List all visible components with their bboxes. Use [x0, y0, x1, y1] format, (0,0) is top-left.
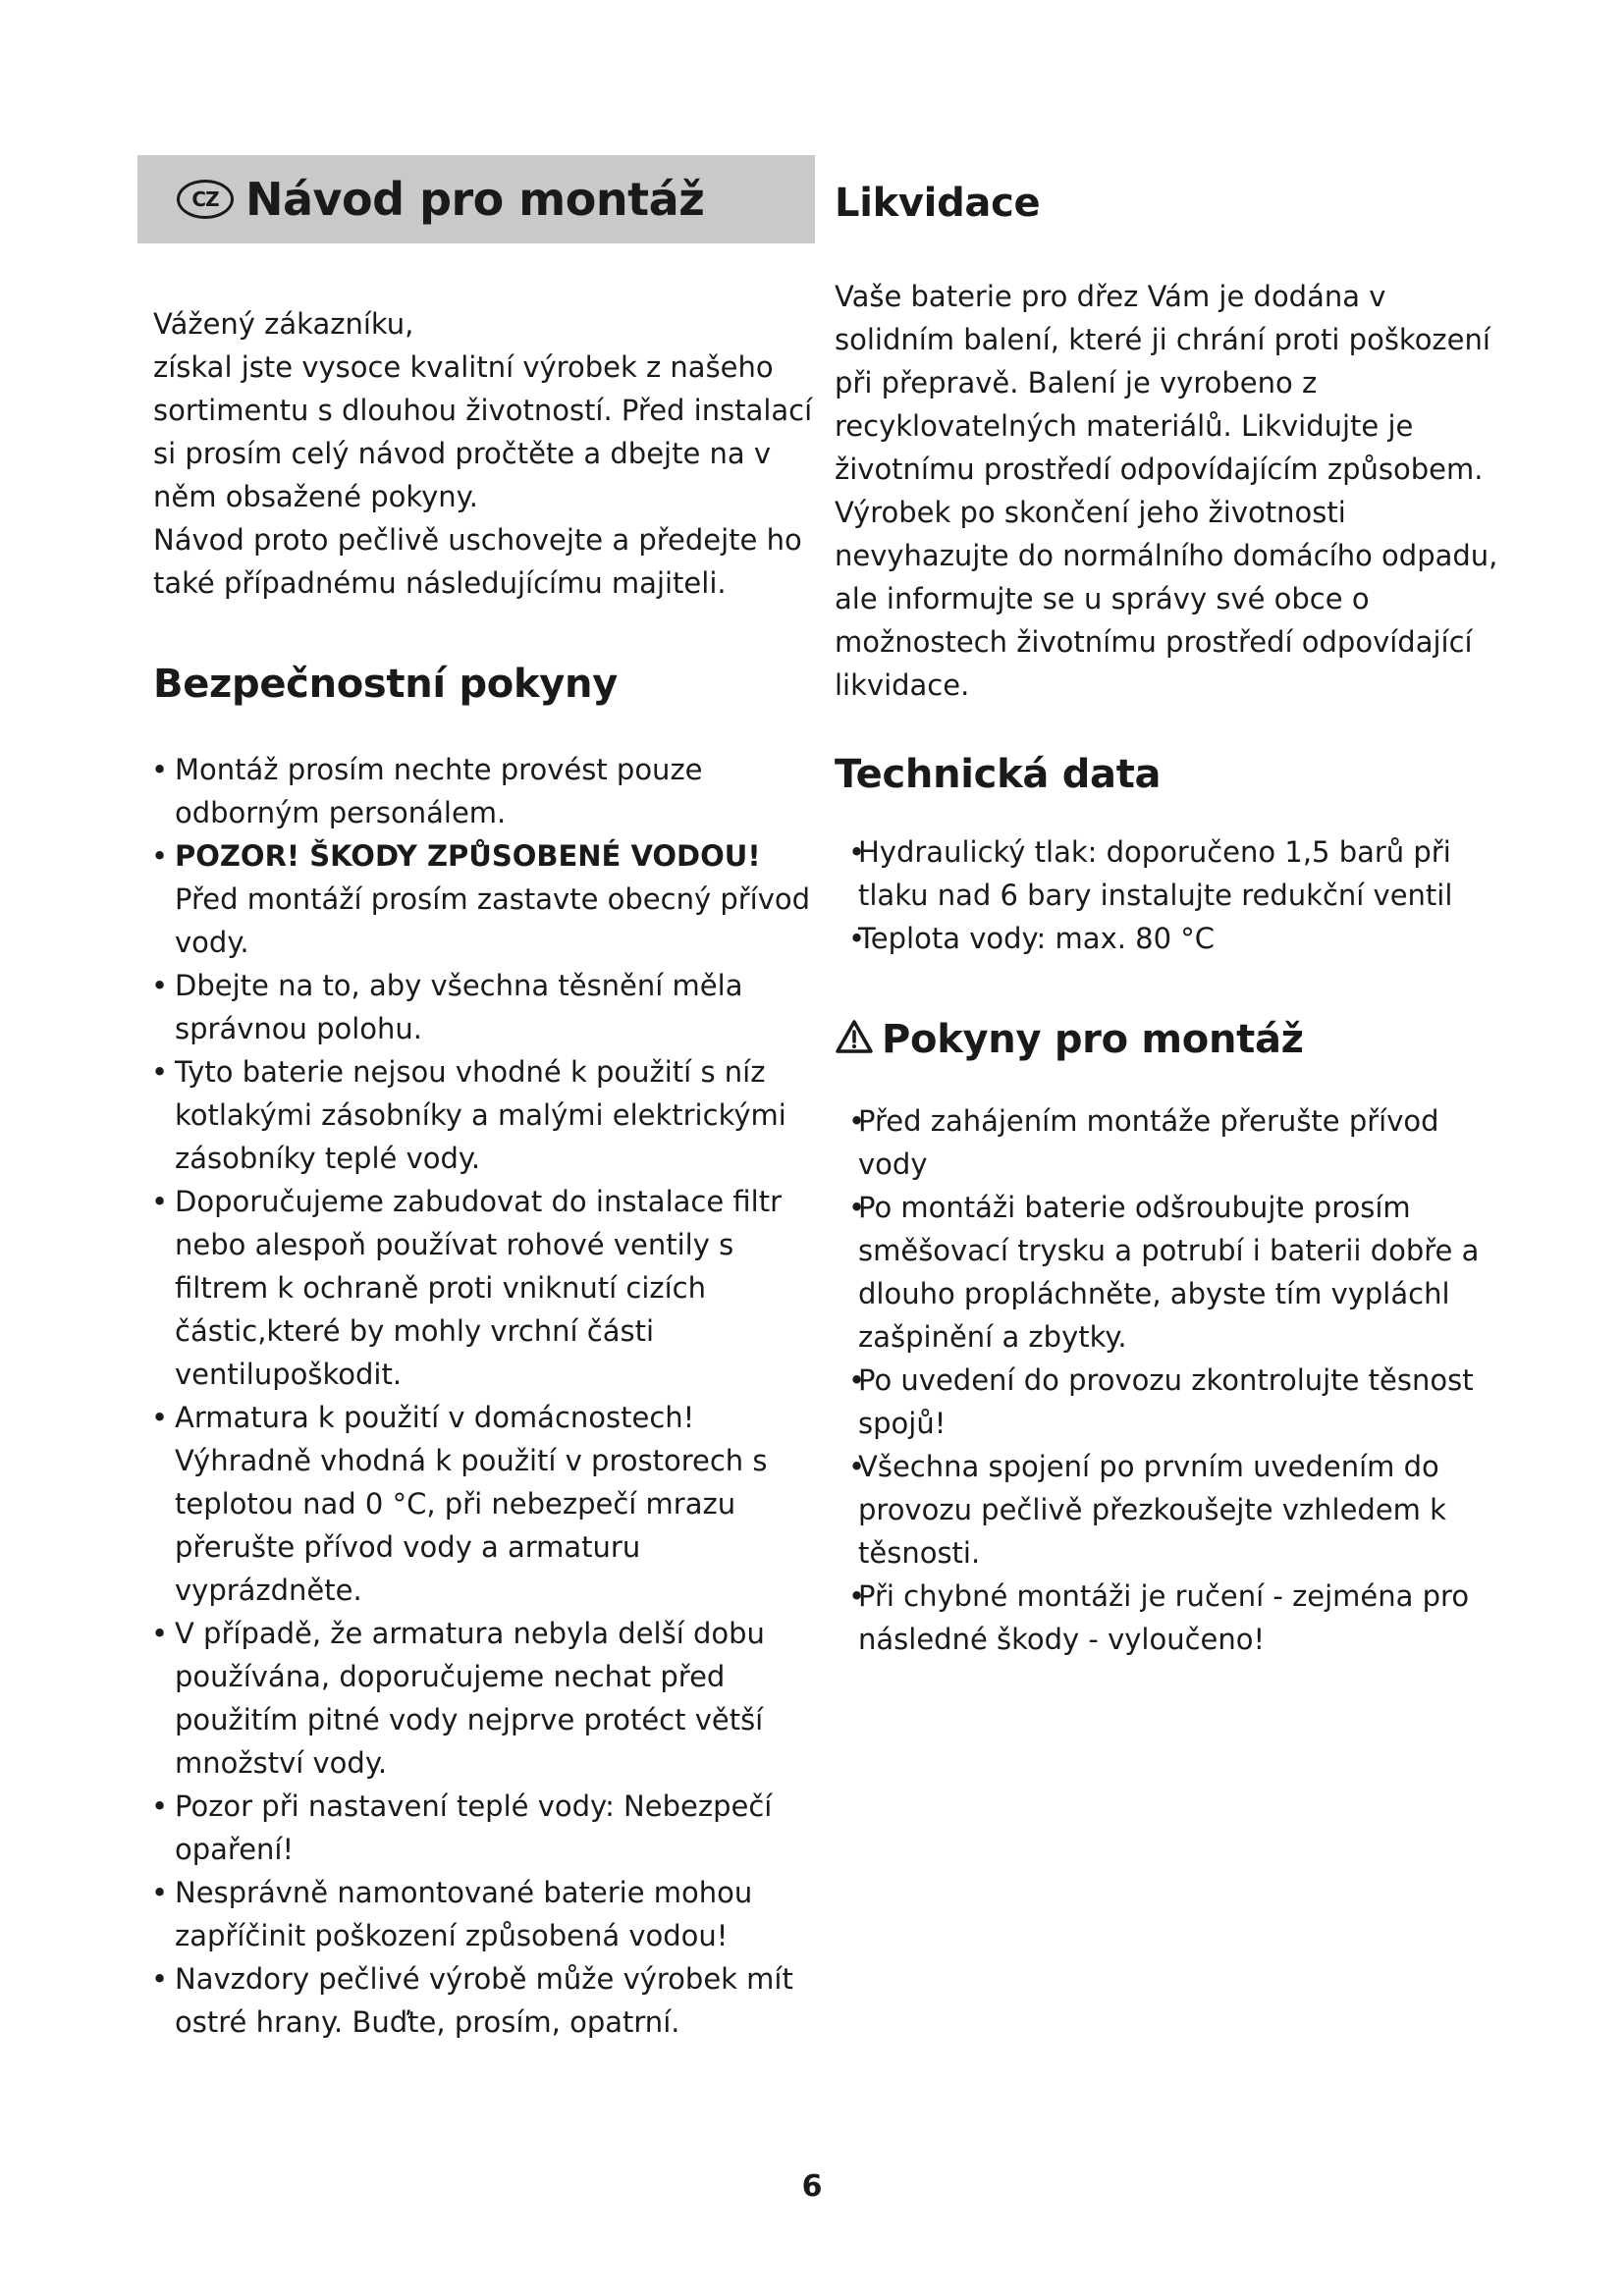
disposal-paragraph-2: Výrobek po skončení jeho životnosti nevyhazujte do normálního domácího odpadu, ale informujte se u správy své obce o možnostech životnímu prostředí odpovídající likvidace. [835, 496, 1498, 702]
assembly-list [835, 1099, 1512, 1661]
assembly-item: • Při chybné montáži je ručení - zejména pro následné škody - vyloučeno! [835, 1575, 1512, 1661]
safety-heading: Bezpečnostní pokyny [153, 662, 619, 707]
safety-item: • Armatura k použití v domácnostech! Výhradně vhodná k použití v prostorech s teplotou nad 0 °C, při nebezpečí mrazu přerušte přívod vody a armaturu vyprázdněte. [137, 1396, 815, 1612]
right-column [835, 155, 1512, 1661]
intro-greeting: Vážený zákazníku, [153, 307, 414, 341]
language-badge [177, 180, 234, 219]
disposal-heading: Likvidace [835, 181, 1041, 226]
safety-warning-bold: POZOR! ŠKODY ZPŮSOBENÉ VODOU! [175, 839, 761, 873]
page-title: Návod pro montáž [245, 173, 705, 226]
technical-item: • Teplota vody: max. 80 °C [835, 917, 1512, 960]
intro-paragraph-2: Návod proto pečlivě uschovejte a předejte ho také případnému následujícímu majiteli. [153, 523, 802, 600]
safety-item: • Navzdory pečlivé výrobě může výrobek mít ostré hrany. Buďte, prosím, opatrní. [137, 1957, 815, 2044]
assembly-item: • Před zahájením montáže přerušte přívod vody [835, 1099, 1512, 1186]
technical-heading: Technická data [835, 752, 1162, 797]
intro-paragraph-1: získal jste vysoce kvalitní výrobek z našeho sortimentu s dlouhou životností. Před instalací si prosím celý návod pročtěte a dbejte na v něm obsažené pokyny. [153, 350, 813, 513]
safety-item: • Tyto baterie nejsou vhodné k použití s níz kotlakými zásobníky a malými elektrickými zásobníky teplé vody. [137, 1050, 815, 1180]
left-column [137, 155, 815, 2044]
page-number: 6 [801, 2169, 823, 2204]
safety-item: • Nesprávně namontované baterie mohou zapříčinit poškození způsobená vodou! [137, 1871, 815, 1957]
assembly-item: • Po montáži baterie odšroubujte prosím směšovací trysku a potrubí i baterii dobře a dlouho propláchněte, abyste tím vypláchl zašpinění a zbytky. [835, 1186, 1512, 1359]
safety-item: • Montáž prosím nechte provést pouze odborným personálem. [137, 748, 815, 834]
technical-list [835, 830, 1512, 960]
safety-list [137, 748, 815, 2044]
warning-icon [835, 1019, 874, 1054]
assembly-heading-text: Pokyny pro montáž [882, 1017, 1304, 1062]
safety-item: • Dbejte na to, aby všechna těsnění měla správnou polohu. [137, 964, 815, 1050]
technical-item: • Hydraulický tlak: doporučeno 1,5 barů při tlaku nad 6 bary instalujte redukční ventil [835, 830, 1512, 917]
safety-item: • V případě, že armatura nebyla delší dobu používána, doporučujeme nechat před použitím pitné vody nejprve protéct větší množství vody. [137, 1612, 815, 1785]
assembly-item: • Po uvedení do provozu zkontrolujte těsnost spojů! [835, 1359, 1512, 1445]
assembly-item: • Všechna spojení po prvním uvedením do provozu pečlivě přezkoušejte vzhledem k těsnosti. [835, 1445, 1512, 1575]
safety-item: • Doporučujeme zabudovat do instalace filtr nebo alespoň používat rohové ventily s filtrem k ochraně proti vniknutí cizích částic,které by mohly vrchní části ventilupoškodit. [137, 1180, 815, 1396]
safety-item: • Pozor při nastavení teplé vody: Nebezpečí opaření! [137, 1785, 815, 1871]
title-bar [137, 155, 815, 243]
assembly-heading [835, 1017, 1512, 1062]
disposal-paragraph-1: Vaše baterie pro dřez Vám je dodána v solidním balení, které ji chrání proti poškození při přepravě. Balení je vyrobeno z recyklovatelných materiálů. Likvidujte je životnímu prostředí odpovídajícím způsobem. [835, 280, 1490, 486]
safety-item: • POZOR! ŠKODY ZPŮSOBENÉ VODOU! Před montáží prosím zastavte obecný přívod vody. [137, 834, 815, 964]
language-badge-label: CZ [191, 187, 219, 211]
